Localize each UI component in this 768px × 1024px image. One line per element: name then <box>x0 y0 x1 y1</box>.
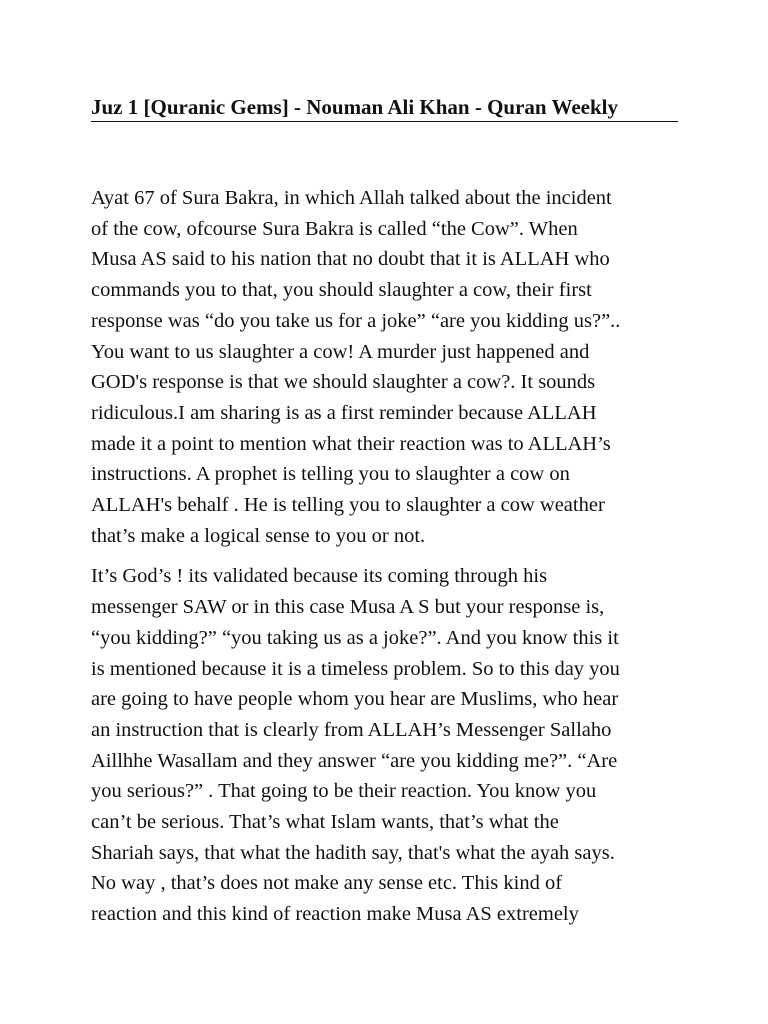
text-line: commands you to that, you should slaughter a cow, their first <box>91 279 592 302</box>
text-line: can’t be serious. That’s what Islam wants, that’s what the <box>91 811 559 834</box>
text-line: are going to have people whom you hear are Muslims, who hear <box>91 688 619 711</box>
text-line: ALLAH's behalf . He is telling you to slaughter a cow weather <box>91 494 605 517</box>
paragraph-1 <box>91 183 691 551</box>
text-line: Shariah says, that what the hadith say, that's what the ayah says. <box>91 841 615 864</box>
text-line: that’s make a logical sense to you or not. <box>91 524 426 547</box>
text-line: made it a point to mention what their reaction was to ALLAH’s <box>91 432 611 455</box>
text-line: response was “do you take us for a joke” “are you kidding us?”.. <box>91 309 621 332</box>
text-line: of the cow, ofcourse Sura Bakra is called “the Cow”. When <box>91 217 578 240</box>
text-line: reaction and this kind of reaction make Musa AS extremely <box>91 903 579 926</box>
text-line: instructions. A prophet is telling you to slaughter a cow on <box>91 463 570 486</box>
paragraph-2 <box>91 561 691 929</box>
text-line: ridiculous.I am sharing is as a first reminder because ALLAH <box>91 401 597 424</box>
text-line: It’s God’s ! its validated because its coming through his <box>91 565 548 588</box>
text-line: “you kidding?” “you taking us as a joke?”. And you know this it <box>91 626 619 649</box>
text-line: Musa AS said to his nation that no doubt that it is ALLAH who <box>91 248 610 271</box>
text-line: No way , that’s does not make any sense etc. This kind of <box>91 872 563 895</box>
text-line: Ayat 67 of Sura Bakra, in which Allah talked about the incident <box>91 187 612 209</box>
document-body <box>91 183 691 940</box>
text-line: You want to us slaughter a cow! A murder just happened and <box>91 340 590 363</box>
text-line: GOD's response is that we should slaughter a cow?. It sounds <box>91 371 596 394</box>
document-title: Juz 1 [Quranic Gems] - Nouman Ali Khan - Quran Weekly <box>91 94 678 122</box>
text-line: messenger SAW or in this case Musa A S but your response is, <box>91 596 605 619</box>
text-line: you serious?” . That going to be their reaction. You know you <box>91 780 597 803</box>
text-line: Aillhhe Wasallam and they answer “are you kidding me?”. “Are <box>91 749 618 772</box>
text-line: an instruction that is clearly from ALLAH’s Messenger Sallaho <box>91 718 612 741</box>
text-line: is mentioned because it is a timeless problem. So to this day you <box>91 657 620 680</box>
